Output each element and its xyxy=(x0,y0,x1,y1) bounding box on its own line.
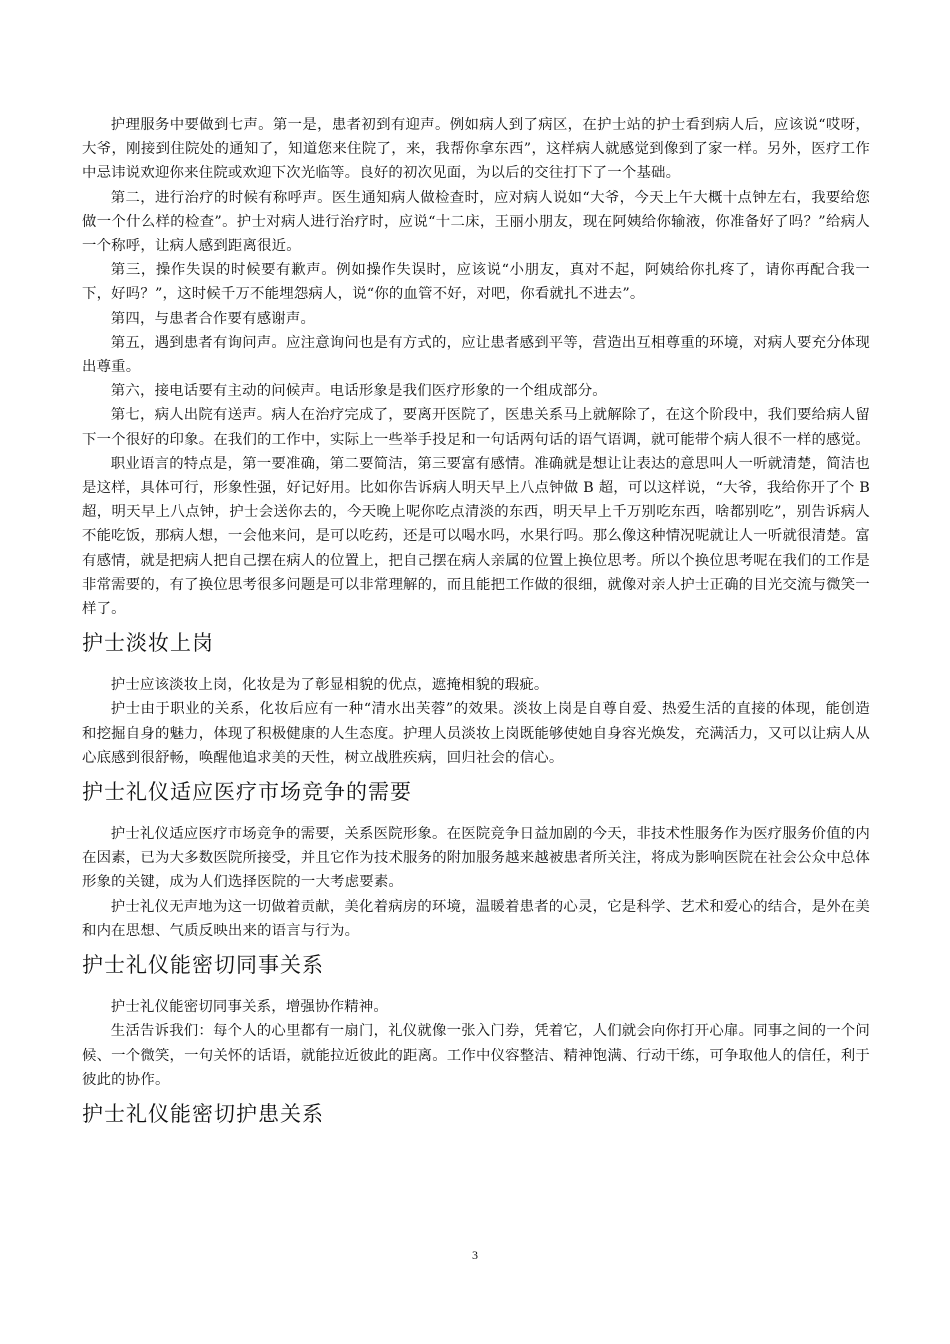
paragraph: 护理服务中要做到七声。第一是，患者初到有迎声。例如病人到了病区，在护士站的护士看到病人后，应该说“哎呀，大爷，刚接到住院处的通知了，知道您来住院了，来，我帮你拿东西”，这样病人就感觉到像到了家一样。另外，医疗工作中忌讳说欢迎你来住院或欢迎下次光临等。良好的初次见面，为以后的交往打下了一个基础。 xyxy=(82,117,870,182)
paragraph: 护士礼仪适应医疗市场竞争的需要，关系医院形象。在医院竞争日益加剧的今天，非技术性服务作为医疗服务价值的内在因素，已为大多数医院所接受，并且它作为技术服务的附加服务越来越被患者所关注，将成为影响医院在社会公众中总体形象的关键，成为人们选择医院的一大考虑要素。 xyxy=(82,826,870,891)
section-heading: 护士礼仪能密切护患关系 xyxy=(82,1101,324,1126)
section-heading: 护士礼仪适应医疗市场竞争的需要 xyxy=(82,780,412,805)
section-heading: 护士礼仪能密切同事关系 xyxy=(82,953,324,978)
paragraph: 第三，操作失误的时候要有歉声。例如操作失误时，应该说“小朋友，真对不起，阿姨给你扎疼了，请你再配合我一下，好吗？”，这时候千万不能埋怨病人，说“你的血管不好，对吧，你看就扎不进去”。 xyxy=(82,262,870,303)
paragraph: 第六，接电话要有主动的问候声。电话形象是我们医疗形象的一个组成部分。 xyxy=(110,383,607,400)
page-number: 3 xyxy=(472,1248,478,1262)
paragraph: 职业语言的特点是，第一要准确，第二要简洁，第三要富有感情。准确就是想让让表达的意思叫人一听就清楚，简洁也是这样，具体可行，形象性强，好记好用。比如你告诉病人明天早上八点钟做 B 超，可以这样说，“大爷，我给你开了个 B 超，明天早上八点钟，护士会送你去的，今天晚上呢你吃点清淡的东西，明天早上千万别吃东西，啥都别吃”，别告诉病人不能吃饭，那病人想，一会他来问，是可以吃药，还是可以喝水吗，水果行吗。那么像这种情况呢就让人一听就很清楚。富有感情，就是把病人把自己摆在病人的位置上，把自己摆在病人亲属的位置上换位思考。所以个换位思考呢在我们的工作是非常需要的，有了换位思考很多问题是可以非常理解的，而且能把工作做的很细，就像对亲人护士正确的目光交流与微笑一样了。 xyxy=(82,455,870,618)
paragraph: 第七，病人出院有送声。病人在治疗完成了，要离开医院了，医患关系马上就解除了，在这个阶段中，我们要给病人留下一个很好的印象。在我们的工作中，实际上一些举手投足和一句话两句话的语气语调，就可能带个病人很不一样的感觉。 xyxy=(82,407,870,448)
paragraph: 护士应该淡妆上岗，化妆是为了彰显相貌的优点，遮掩相貌的瑕疵。 xyxy=(110,677,549,694)
paragraph: 第二，进行治疗的时候有称呼声。医生通知病人做检查时，应对病人说如“大爷，今天上午大概十点钟左右，我要给您做一个什么样的检查”。护士对病人进行治疗时，应说“十二床，王丽小朋友，现在阿姨给你输液，你准备好了吗？”给病人一个称呼，让病人感到距离很近。 xyxy=(82,189,870,255)
page-body xyxy=(82,113,870,1144)
paragraph: 生活告诉我们：每个人的心里都有一扇门，礼仪就像一张入门券，凭着它，人们就会向你打开心扉。同事之间的一个问候、一个微笑，一句关怀的话语，就能拉近彼此的距离。工作中仪容整洁、精神饱满、行动干练，可争取他人的信任，利于彼此的协作。 xyxy=(82,1023,870,1088)
section-heading: 护士淡妆上岗 xyxy=(82,631,214,656)
paragraph: 护士由于职业的关系，化妆后应有一种“清水出芙蓉”的效果。淡妆上岗是自尊自爱、热爱生活的直接的体现，能创造和挖掘自身的魅力，体现了积极健康的人生态度。护理人员淡妆上岗既能够使她自身容光焕发，充满活力，又可以让病人从心底感到很舒畅，唤醒他追求美的天性，树立战胜疾病，回归社会的信心。 xyxy=(82,701,870,766)
paragraph: 第五，遇到患者有询问声。应注意询问也是有方式的，应让患者感到平等，营造出互相尊重的环境，对病人要充分体现出尊重。 xyxy=(82,334,870,376)
paragraph: 第四，与患者合作要有感谢声。 xyxy=(110,310,316,327)
paragraph: 护士礼仪无声地为这一切做着贡献，美化着病房的环境，温暖着患者的心灵，它是科学、艺术和爱心的结合，是外在美和内在思想、气质反映出来的语言与行为。 xyxy=(82,898,870,939)
section-nurse-patient-relations xyxy=(82,1094,870,1134)
paragraph: 护士礼仪能密切同事关系，增强协作精神。 xyxy=(110,999,389,1016)
section-market-competition xyxy=(82,772,870,943)
section-light-makeup xyxy=(82,623,870,770)
section-colleague-relations xyxy=(82,945,870,1092)
intro-section xyxy=(82,113,870,621)
